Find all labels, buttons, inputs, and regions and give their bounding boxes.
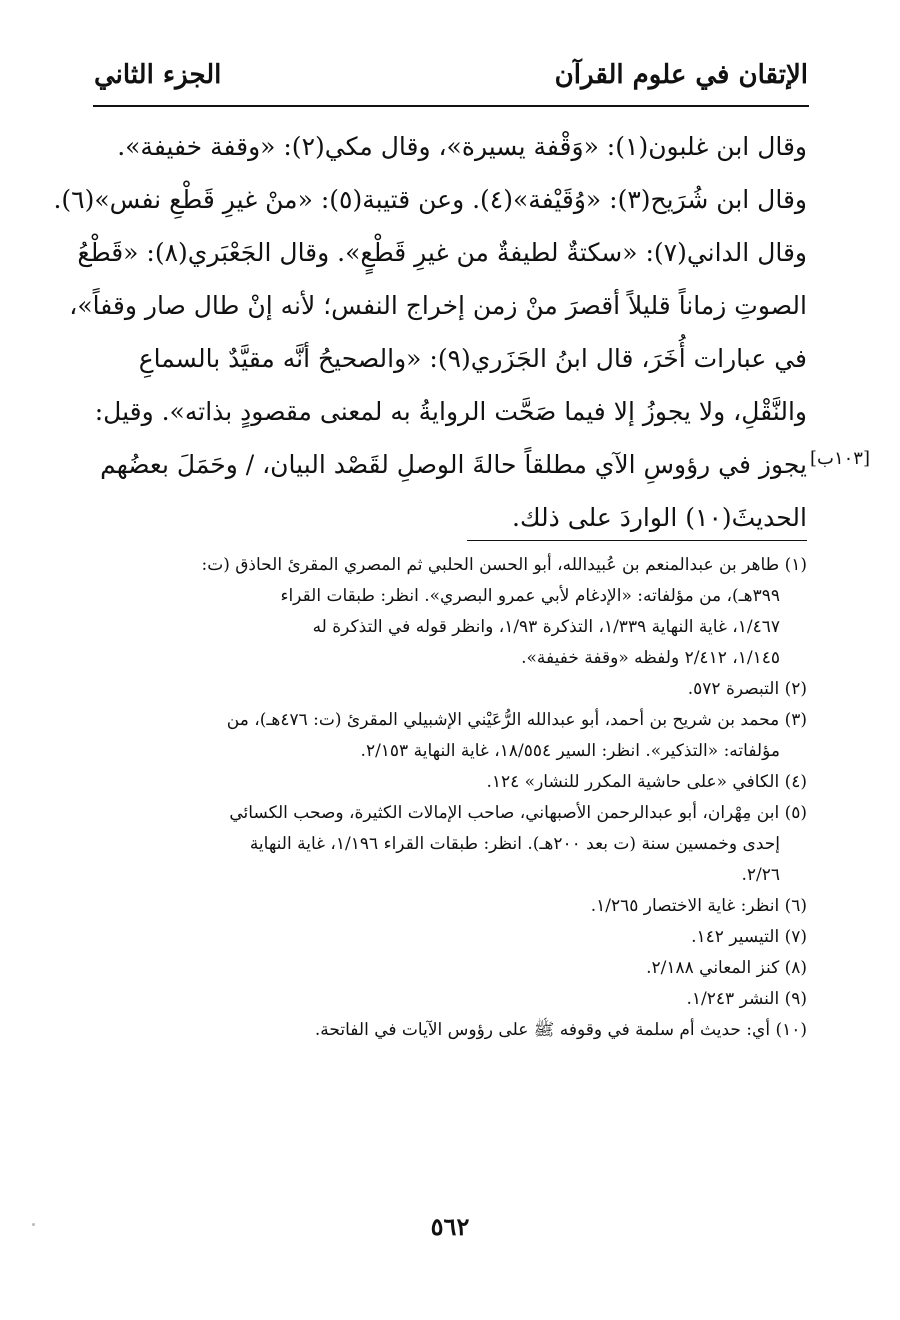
footnote-line: إحدى وخمسين سنة (ت بعد ٢٠٠هـ). انظر: طبقات القراء ١/١٩٦، غاية النهاية bbox=[249, 834, 780, 854]
text-line: الصوتِ زماناً قليلاً أقصرَ منْ زمن إخراج النفس؛ لأنه إنْ طال صار وقفاً»، bbox=[69, 291, 807, 320]
footnotes bbox=[91, 550, 807, 1046]
footnote-line: ٢/٢٦. bbox=[741, 865, 780, 885]
footnote-separator bbox=[467, 540, 807, 541]
header-rule bbox=[93, 105, 809, 107]
footnote-line: مؤلفاته: «التذكير». انظر: السير ١٨/٥٥٤، غاية النهاية ٢/١٥٣. bbox=[360, 741, 780, 761]
footnote-line: ١/٤٦٧، غاية النهاية ١/٣٣٩، التذكرة ١/٩٣، وانظر قوله في التذكرة له bbox=[312, 617, 780, 637]
footnote-line: (٣) محمد بن شريح بن أحمد، أبو عبدالله الرُّعَيْني الإشبيلي المقرئ (ت: ٤٧٦هـ)، من bbox=[226, 710, 807, 730]
footnote-9 bbox=[91, 984, 807, 1015]
footnote-2 bbox=[91, 674, 807, 705]
footnote-line: (١٠) أي: حديث أم سلمة في وقوفه ﷺ على رؤوس الآيات في الفاتحة. bbox=[314, 1020, 807, 1040]
footnote-line: ١/١٤٥، ٢/٤١٢ ولفظه «وقفة خفيفة». bbox=[521, 648, 780, 668]
text-line: في عبارات أُخَرَ، قال ابنُ الجَزَري(٩): «والصحيحُ أنَّه مقيَّدٌ بالسماعِ bbox=[138, 344, 807, 373]
footnote-7 bbox=[91, 922, 807, 953]
footnote-line: (١) طاهر بن عبدالمنعم بن عُبيدالله، أبو الحسن الحلبي ثم المصري المقرئ الحاذق (ت: bbox=[201, 555, 807, 575]
margin-folio-reference: [١٠٣ب] bbox=[809, 448, 870, 469]
text-line: الحديثَ(١٠) الواردَ على ذلك. bbox=[512, 503, 807, 532]
running-header-volume: الجزء الثاني bbox=[94, 60, 222, 90]
text-line: وقال ابن شُرَيح(٣): «وُقَيْفة»(٤). وعن قتيبة(٥): «منْ غيرِ قَطْعِ نفس»(٦). bbox=[53, 185, 807, 214]
footnote-line: (٦) انظر: غاية الاختصار ١/٢٦٥. bbox=[590, 896, 807, 916]
text-line: يجوز في رؤوسِ الآي مطلقاً حالةَ الوصلِ لقَصْد البيان، / وحَمَلَ بعضُهم bbox=[100, 450, 807, 479]
main-text bbox=[53, 120, 807, 544]
footnote-line: (٢) التبصرة ٥٧٢. bbox=[687, 679, 807, 699]
footnote-line: (٥) ابن مِهْران، أبو عبدالرحمن الأصبهاني، صاحب الإمالات الكثيرة، وصحب الكسائي bbox=[229, 803, 807, 823]
scan-speck bbox=[32, 1223, 35, 1226]
text-line: وقال الداني(٧): «سكتةٌ لطيفةٌ من غيرِ قَطْعٍ». وقال الجَعْبَري(٨): «قَطْعُ bbox=[77, 238, 807, 267]
footnote-1 bbox=[91, 550, 807, 674]
footnote-8 bbox=[91, 953, 807, 984]
footnote-3 bbox=[91, 705, 807, 767]
page-number: ٥٦٢ bbox=[430, 1212, 470, 1241]
running-header-book-title: الإتقان في علوم القرآن bbox=[554, 60, 808, 90]
footnote-line: (٨) كنز المعاني ٢/١٨٨. bbox=[646, 958, 807, 978]
footnote-line: (٧) التيسير ١٤٢. bbox=[691, 927, 807, 947]
text-line: وقال ابن غلبون(١): «وَقْفة يسيرة»، وقال مكي(٢): «وقفة خفيفة». bbox=[117, 132, 807, 161]
footnote-10 bbox=[91, 1015, 807, 1046]
footnote-line: (٩) النشر ١/٢٤٣. bbox=[686, 989, 807, 1009]
text-line: والنَّقْلِ، ولا يجوزُ إلا فيما صَحَّت الروايةُ به لمعنى مقصودٍ بذاته». وقيل: bbox=[94, 397, 807, 426]
footnote-line: (٤) الكافي «على حاشية المكرر للنشار» ١٢٤. bbox=[486, 772, 807, 792]
footnote-4 bbox=[91, 767, 807, 798]
footnote-5 bbox=[91, 798, 807, 891]
footnote-line: ٣٩٩هـ)، من مؤلفاته: «الإدغام لأبي عمرو البصري». انظر: طبقات القراء bbox=[280, 586, 780, 606]
footnote-6 bbox=[91, 891, 807, 922]
